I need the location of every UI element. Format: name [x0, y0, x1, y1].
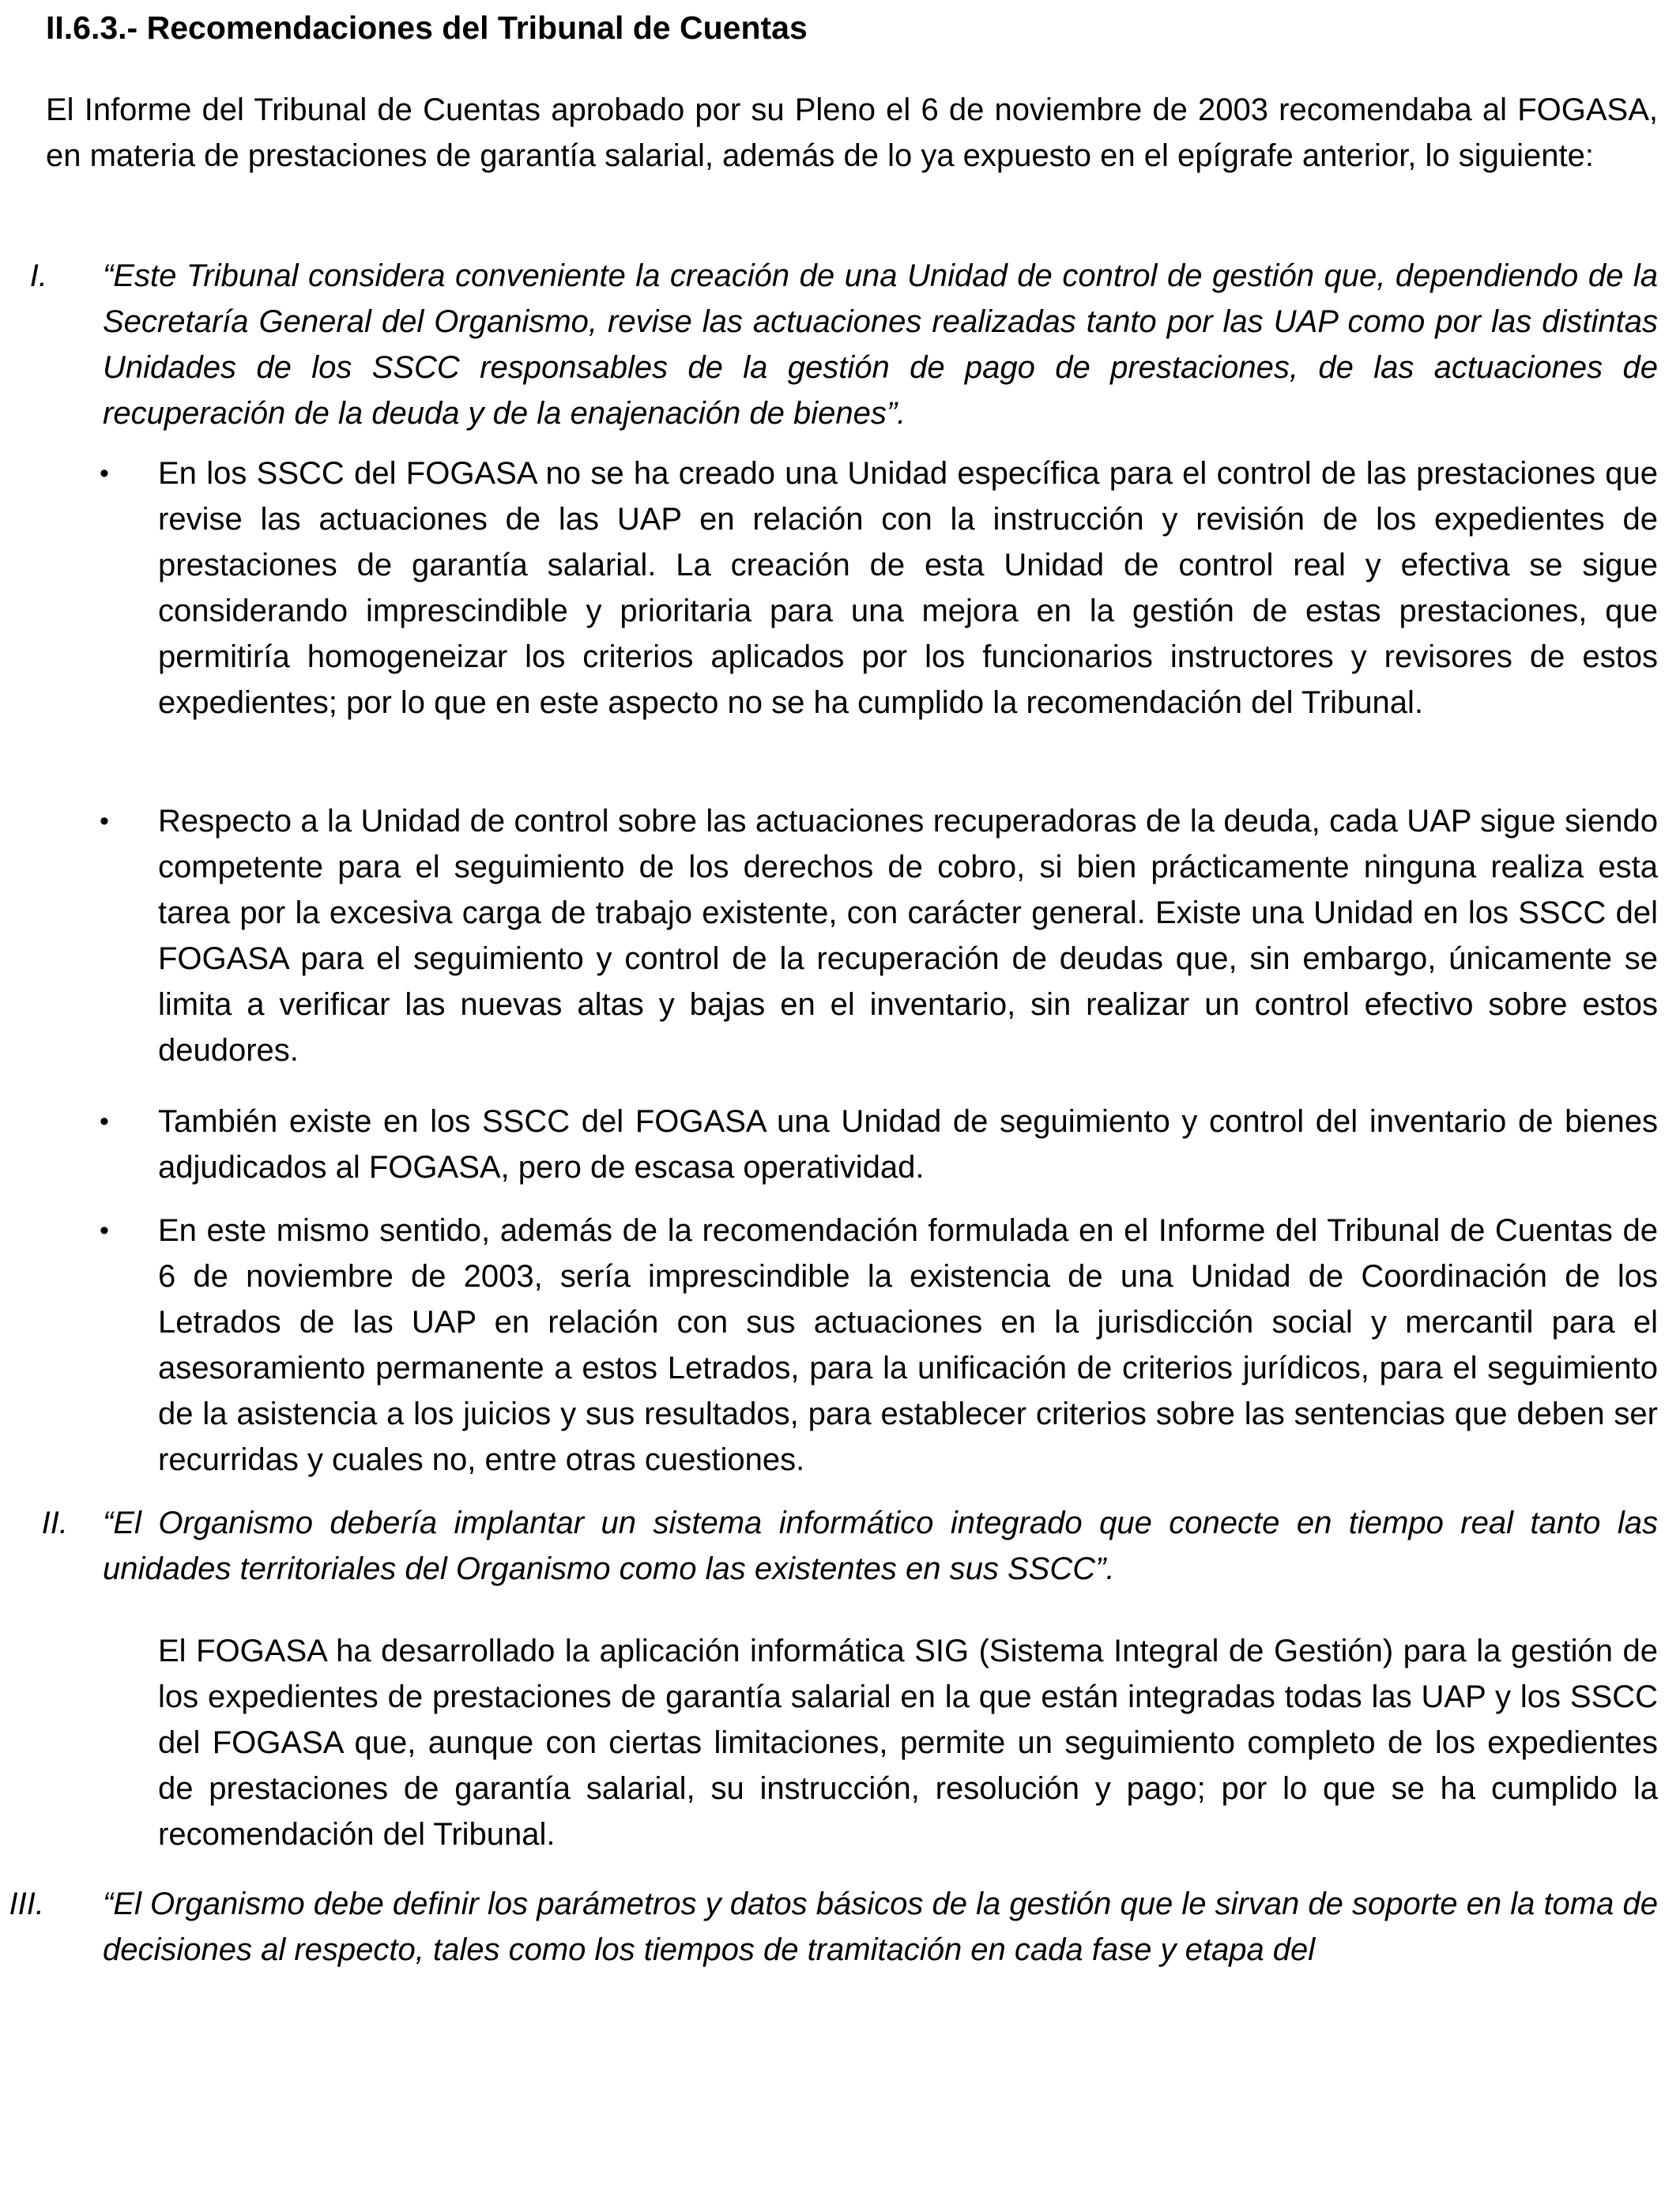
bullet-text: Respecto a la Unidad de control sobre las actuaciones recuperadoras de la deuda, cada UAP sigue siendo competente para el seguimiento de los derechos de cobro, si bien prácticamente ninguna realiza esta tarea por la excesiva carga de trabajo existente, con carácter general. Existe una Unidad en los SSCC del FOGASA para el seguimiento y control de la recuperación de deudas que, sin embargo, únicamente se limita a verificar las nuevas altas y bajas en el inventario, sin realizar un control efectivo sobre estos deudores. — [158, 804, 1658, 1068]
item-numeral: I. — [29, 258, 47, 293]
recommendation-quote: “El Organismo debe definir los parámetros y datos básicos de la gestión que le sirvan de soporte en la toma de decisiones al respecto, tales como los tiempos de tramitación en cada fase y etapa del — [103, 1887, 1658, 1967]
intro-paragraph: El Informe del Tribunal de Cuentas aprobado por su Pleno el 6 de noviembre de 2003 recomendaba al FOGASA, en materia de prestaciones de garantía salarial, además de lo ya expuesto en el epígrafe anterior, lo siguiente: — [46, 92, 1658, 173]
bullet-text: También existe en los SSCC del FOGASA una Unidad de seguimiento y control del inventario de bienes adjudicados al FOGASA, pero de escasa operatividad. — [158, 1104, 1658, 1185]
bullet-text: En este mismo sentido, además de la recomendación formulada en el Informe del Tribunal de Cuentas de 6 de noviembre de 2003, sería imprescindible la existencia de una Unidad de Coordinación de los Letrados de las UAP en relación con sus actuaciones en la jurisdicción social y mercantil para el asesoramiento permanente a estos Letrados, para la unificación de criterios jurídicos, para el seguimiento de la asistencia a los juicios y sus resultados, para establecer criterios sobre las sentencias que deben ser recurridas y cuales no, entre otras cuestiones. — [158, 1213, 1658, 1477]
bullet-icon: • — [100, 1106, 109, 1137]
item-numeral: III. — [9, 1887, 44, 1921]
item-numeral: II. — [41, 1506, 68, 1540]
bullet-icon: • — [100, 458, 109, 488]
response-paragraph: El FOGASA ha desarrollado la aplicación informática SIG (Sistema Integral de Gestión) para la gestión de los expedientes de prestaciones de garantía salarial en la que están integradas todas las UAP y los SSCC del FOGASA que, aunque con ciertas limitaciones, permite un seguimiento completo de los expedientes de prestaciones de garantía salarial, su instrucción, resolución y pago; por lo que se ha cumplido la recomendación del Tribunal. — [158, 1634, 1658, 1852]
recommendation-quote: “El Organismo debería implantar un sistema informático integrado que conecte en tiempo real tanto las unidades territoriales del Organismo como las existentes en sus SSCC”. — [103, 1506, 1658, 1586]
recommendation-quote: “Este Tribunal considera conveniente la creación de una Unidad de control de gestión que, dependiendo de la Secretaría General del Organismo, revise las actuaciones realizadas tanto por las UAP como por las distintas Unidades de los SSCC responsables de la gestión de pago de prestaciones, de las actuaciones de recuperación de la deuda y de la enajenación de bienes”. — [103, 258, 1658, 431]
bullet-icon: • — [100, 1216, 109, 1246]
bullet-icon: • — [100, 806, 109, 836]
section-heading: II.6.3.- Recomendaciones del Tribunal de Cuentas — [46, 9, 808, 46]
bullet-text: En los SSCC del FOGASA no se ha creado una Unidad específica para el control de las prestaciones que revise las actuaciones de las UAP en relación con la instrucción y revisión de los expedientes de prestaciones de garantía salarial. La creación de esta Unidad de control real y efectiva se sigue considerando imprescindible y prioritaria para una mejora en la gestión de estas prestaciones, que permitiría homogeneizar los criterios aplicados por los funcionarios instructores y revisores de estos expedientes; por lo que en este aspecto no se ha cumplido la recomendación del Tribunal. — [158, 456, 1658, 720]
